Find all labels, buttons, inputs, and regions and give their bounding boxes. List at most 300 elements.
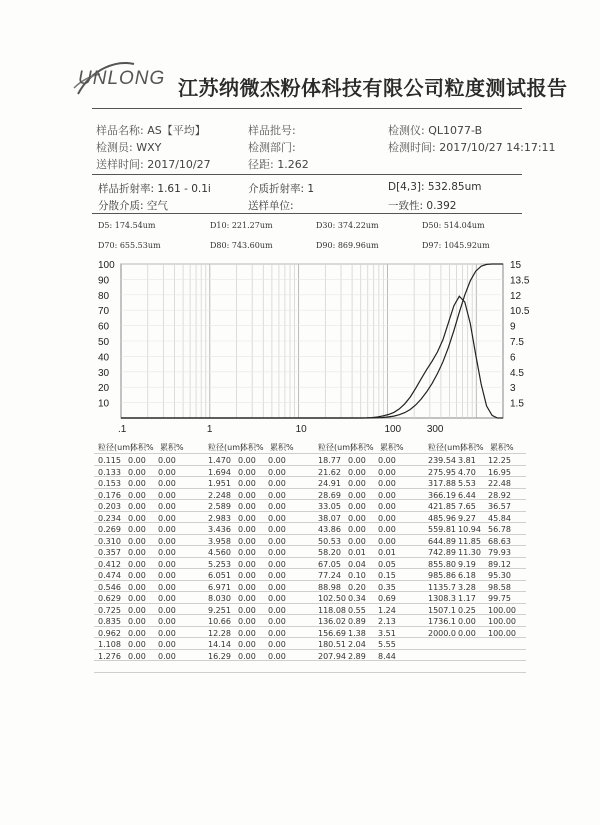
table-cell: 98.58 [488,582,511,592]
table-cell: 0.00 [378,536,396,546]
table-cell: 742.89 [428,548,456,557]
table-cell: 56.78 [488,525,511,534]
table-cell: 0.00 [158,605,176,615]
refractive-index-label: 样品折射率: [98,183,155,195]
y-right-tick-label: 7.5 [510,337,524,348]
d-number: 655.53um [119,241,161,250]
consistency-label: 一致性: [388,200,424,212]
table-row-divider [94,660,526,661]
instrument-label: 检测仪: [388,124,425,137]
medium-refractive-label: 介质折射率: [248,183,305,195]
table-cell: 0.00 [128,651,146,661]
table-cell: 0.00 [158,582,176,592]
d-label: D5: [98,221,113,230]
table-cell: 485.96 [428,513,456,523]
table-cell: 0.10 [348,571,366,580]
table-cell: 180.51 [318,640,346,649]
table-cell: 0.725 [98,605,121,615]
table-header-cumulative: 累积% [160,443,184,452]
y-right-tick-label: 9 [510,321,516,333]
table-header-volume: 体积% [240,443,264,452]
table-cell: 33.05 [318,502,341,511]
table-cell: 38.07 [318,513,341,523]
table-cell: 0.00 [128,617,146,626]
table-cell: 88.98 [318,582,341,592]
table-cell: 0.176 [98,490,121,500]
y-right-tick-label: 4.5 [510,367,524,379]
d-label: D70: [98,241,118,250]
table-row-divider [94,568,526,569]
table-cell: 207.94 [318,651,346,661]
table-row-divider [94,465,526,466]
table-cell: 79.93 [488,548,511,557]
table-cell: 0.00 [238,640,256,649]
table-row-divider [94,649,526,650]
table-cell: 9.251 [208,605,231,615]
table-cell: 0.00 [128,582,146,592]
table-cell: 24.91 [318,479,341,488]
table-row-divider [94,511,526,512]
d-number: 743.60um [231,241,273,250]
table-cell: 3.51 [378,628,396,638]
table-cell: 43.86 [318,525,341,534]
y-left-tick-label: 80 [98,290,110,302]
table-header-volume: 体积% [130,443,154,452]
table-cell: 68.63 [488,536,511,546]
d43-label: D[4,3]: [388,181,425,193]
y-right-tick-label: 1.5 [510,398,524,410]
y-left-tick-label: 10 [98,398,110,410]
table-cell: 0.00 [348,525,366,534]
x-tick-label: 1 [206,424,213,435]
table-cell: 366.19 [428,490,456,500]
table-cell: 0.234 [98,513,121,523]
table-cell: 0.00 [158,559,176,569]
table-row-divider [94,522,526,523]
table-header-size: 粒径(um) [98,443,134,452]
table-header-size: 粒径(um) [208,443,244,452]
table-cell: 0.00 [128,456,146,465]
table-cell: 0.00 [128,548,146,557]
table-cell: 100.00 [488,605,516,615]
table-cell: 0.00 [268,502,286,511]
batch-label: 样品批号: [248,124,296,137]
table-cell: 0.89 [348,617,366,626]
medium-refractive-value: 1 [307,183,315,195]
table-cell: 0.00 [348,467,366,477]
table-cell: 0.00 [158,617,176,626]
table-cell: 0.00 [378,490,396,500]
table-cell: 0.00 [238,525,256,534]
table-row-divider [94,672,526,673]
table-cell: 156.69 [318,628,346,638]
table-cell: 36.57 [488,502,511,511]
send-time-value: 2017/10/27 [147,158,211,171]
x-tick-label: 10 [295,424,307,435]
refractive-index-value: 1.61 - 0.1i [157,183,211,195]
table-cell: 8.030 [208,594,231,603]
send-time-label: 送样时间: [96,158,144,171]
table-cell: 1.24 [378,605,396,615]
inspector-value: WXY [136,141,162,154]
table-row-divider [94,591,526,592]
y-left-tick-label: 30 [98,367,110,379]
table-row-divider [94,580,526,581]
table-cell: 0.00 [268,525,286,534]
table-cell: 0.00 [238,605,256,615]
table-cell: 0.00 [268,513,286,523]
table-cell: 9.27 [458,513,476,523]
table-cell: 0.00 [348,490,366,500]
table-cell: 0.00 [238,571,256,580]
table-cell: 28.92 [488,490,511,500]
table-cell: 5.53 [458,479,476,488]
x-tick-label: 300 [426,424,444,435]
table-cell: 0.00 [128,479,146,488]
table-cell: 10.66 [208,617,231,626]
table-row-divider [94,557,526,558]
table-cell: 4.560 [208,548,231,557]
table-cell: 644.89 [428,536,456,546]
table-cell: 0.00 [378,456,396,465]
table-cell: 11.85 [458,536,481,546]
table-cell: 2.04 [348,640,366,649]
table-cell: 89.12 [488,559,511,569]
table-cell: 855.80 [428,559,456,569]
table-cell: 0.00 [268,628,286,638]
y-right-tick-label: 6 [510,352,516,364]
table-cell: 0.00 [268,640,286,649]
d-label: D80: [210,241,230,250]
table-cell: 1.108 [98,640,121,649]
table-cell: 0.00 [378,467,396,477]
d-label: D97: [422,241,442,250]
table-cell: 0.00 [238,502,256,511]
d-label: D90: [316,241,336,250]
table-cell: 2.89 [348,651,366,661]
table-cell: 0.00 [158,536,176,546]
table-cell: 317.88 [428,479,456,488]
table-cell: 0.00 [268,479,286,488]
frequency-curve [121,296,503,418]
table-cell: 0.00 [128,594,146,603]
y-right-tick-label: 10.5 [510,306,530,318]
table-cell: 0.00 [458,628,476,638]
table-cell: 45.84 [488,513,511,523]
table-cell: 0.35 [378,582,396,592]
table-cell: 0.25 [458,605,476,615]
logo-text: UNLONG [78,68,166,89]
table-cell: 0.00 [128,640,146,649]
d43-value: 532.85um [427,181,482,193]
table-cell: 0.00 [268,582,286,592]
test-time-label: 检测时间: [388,141,436,154]
consistency-value: 0.392 [426,200,457,212]
table-cell: 0.546 [98,582,121,592]
table-row-divider [94,614,526,615]
table-cell: 421.85 [428,502,456,511]
diameter-value: 1.262 [277,158,309,171]
table-cell: 2.589 [208,502,231,511]
test-time-value: 2017/10/27 14:17:11 [439,141,556,154]
y-left-tick-label: 70 [98,306,110,318]
sample-name-value: AS【平均】 [147,124,206,137]
table-cell: 0.00 [158,651,176,661]
table-cell: 0.01 [378,548,396,557]
table-row-divider [94,626,526,627]
table-cell: 77.24 [318,571,341,580]
table-cell: 0.05 [378,559,396,569]
instrument-value: QL1077-B [428,124,483,137]
y-right-tick-label: 12 [510,290,522,302]
table-cell: 1.38 [348,628,366,638]
table-cell: 12.28 [208,628,231,638]
table-cell: 0.00 [238,617,256,626]
table-cell: 1736.1 [428,617,456,626]
table-cell: 0.133 [98,467,121,477]
table-header-volume: 体积% [460,443,484,452]
table-header-cumulative: 累积% [380,443,404,452]
table-cell: 100.00 [488,617,516,626]
table-cell: 0.412 [98,559,121,569]
table-cell: 16.95 [488,467,511,477]
table-cell: 0.00 [158,525,176,534]
dispersant-label: 分散介质: [98,200,144,212]
table-cell: 0.310 [98,536,121,546]
table-header-cumulative: 累积% [270,443,294,452]
table-row-divider [94,499,526,500]
table-cell: 0.00 [128,605,146,615]
table-cell: 0.00 [348,479,366,488]
table-cell: 1.694 [208,467,231,477]
table-row-divider [94,603,526,604]
table-header-size: 粒径(um) [318,443,354,452]
dept-label: 检测部门: [248,141,296,154]
inspector-label: 检测员: [96,141,133,154]
table-cell: 136.02 [318,617,346,626]
table-cell: 0.55 [348,605,366,615]
table-cell: 0.00 [128,571,146,580]
table-cell: 0.00 [268,594,286,603]
table-cell: 6.051 [208,571,231,580]
table-cell: 0.00 [268,536,286,546]
table-cell: 0.00 [158,513,176,523]
d-number: 174.54um [114,221,156,230]
table-cell: 1308.3 [428,594,456,603]
table-cell: 0.629 [98,594,121,603]
y-left-tick-label: 40 [98,352,110,364]
table-cell: 0.00 [458,617,476,626]
table-cell: 95.30 [488,571,511,580]
table-cell: 0.00 [158,640,176,649]
table-cell: 0.00 [238,594,256,603]
table-cell: 0.00 [128,502,146,511]
table-cell: 0.00 [158,490,176,500]
table-cell: 0.00 [348,502,366,511]
table-cell: 16.29 [208,651,231,661]
table-cell: 0.20 [348,582,366,592]
table-cell: 0.357 [98,548,121,557]
table-cell: 0.835 [98,617,121,626]
y-right-tick-label: 15 [510,260,522,271]
table-cell: 0.203 [98,502,121,511]
table-cell: 0.00 [378,479,396,488]
d-label: D30: [316,221,336,230]
table-row-divider [94,637,526,638]
table-cell: 0.00 [128,536,146,546]
report-title: 江苏纳微杰粉体科技有限公司粒度测试报告 [178,76,568,100]
table-row-divider [94,453,526,454]
table-cell: 8.44 [378,651,396,661]
table-cell: 0.04 [348,559,366,569]
table-cell: 0.00 [128,525,146,534]
table-cell: 0.00 [128,467,146,477]
table-cell: 1135.7 [428,582,456,592]
table-cell: 3.81 [458,456,476,465]
table-header-volume: 体积% [350,443,374,452]
table-cell: 1.17 [458,594,476,603]
table-cell: 0.00 [348,456,366,465]
y-left-tick-label: 100 [98,260,115,271]
table-cell: 0.00 [238,628,256,638]
table-cell: 0.962 [98,628,121,638]
y-right-tick-label: 3 [510,383,516,395]
table-header-size: 粒径(um) [428,443,464,452]
d-number: 1045.92um [443,241,490,250]
table-cell: 22.48 [488,479,511,488]
d-label: D50: [422,221,442,230]
y-right-tick-label: 13.5 [510,275,530,287]
table-row-divider [94,534,526,535]
table-cell: 0.00 [268,548,286,557]
table-cell: 67.05 [318,559,341,569]
table-cell: 0.115 [98,456,121,465]
dispersant-value: 空气 [146,200,168,212]
table-header-cumulative: 累积% [490,443,514,452]
table-cell: 0.00 [158,479,176,488]
y-left-tick-label: 90 [98,275,110,287]
table-cell: 0.00 [268,605,286,615]
table-cell: 4.70 [458,467,476,477]
table-cell: 0.00 [238,651,256,661]
table-cell: 0.474 [98,571,121,580]
table-cell: 559.81 [428,525,456,534]
table-cell: 0.00 [238,479,256,488]
table-cell: 0.00 [348,536,366,546]
table-cell: 0.00 [158,594,176,603]
table-cell: 0.00 [158,467,176,477]
table-cell: 0.00 [238,490,256,500]
table-cell: 0.34 [348,594,366,603]
table-cell: 21.62 [318,467,341,477]
table-cell: 0.00 [268,651,286,661]
table-cell: 50.53 [318,536,341,546]
table-cell: 0.00 [268,456,286,465]
table-cell: 5.55 [378,640,396,649]
table-cell: 985.86 [428,571,456,580]
table-cell: 18.77 [318,456,341,465]
table-cell: 1.470 [208,456,231,465]
table-cell: 0.00 [128,490,146,500]
table-cell: 118.08 [318,605,346,615]
table-cell: 0.69 [378,594,396,603]
table-cell: 1.276 [98,651,121,661]
table-cell: 7.65 [458,502,476,511]
table-row-divider [94,545,526,546]
table-cell: 0.00 [158,571,176,580]
table-cell: 0.00 [268,559,286,569]
table-cell: 9.19 [458,559,476,569]
table-cell: 0.00 [158,548,176,557]
table-cell: 0.00 [268,571,286,580]
diameter-label: 径距: [248,158,274,171]
table-cell: 0.00 [378,525,396,534]
table-cell: 1507.1 [428,605,456,615]
table-cell: 0.15 [378,571,396,580]
y-left-tick-label: 50 [98,337,110,348]
table-cell: 14.14 [208,640,231,649]
table-cell: 0.01 [348,548,366,557]
table-cell: 0.00 [158,628,176,638]
table-cell: 11.30 [458,548,481,557]
table-cell: 0.00 [268,467,286,477]
table-cell: 0.00 [238,582,256,592]
y-left-tick-label: 20 [98,383,110,395]
table-row-divider [94,488,526,489]
table-cell: 2000.0 [428,628,456,638]
table-cell: 0.00 [238,559,256,569]
table-cell: 5.253 [208,559,231,569]
table-cell: 2.13 [378,617,396,626]
x-tick-label: 100 [384,424,402,435]
table-row-divider [94,476,526,477]
table-cell: 6.971 [208,582,231,592]
table-cell: 2.248 [208,490,231,500]
table-cell: 0.00 [238,456,256,465]
table-cell: 0.00 [238,536,256,546]
table-cell: 3.28 [458,582,476,592]
y-left-tick-label: 60 [98,321,110,333]
table-cell: 1.951 [208,479,231,488]
table-cell: 0.00 [158,502,176,511]
table-cell: 6.44 [458,490,476,500]
table-cell: 28.69 [318,490,341,500]
table-cell: 0.269 [98,525,121,534]
table-cell: 100.00 [488,628,516,638]
send-unit-label: 送样单位: [248,200,294,212]
table-cell: 3.958 [208,536,231,546]
size-table [0,436,600,666]
table-cell: 0.00 [128,628,146,638]
table-cell: 3.436 [208,525,231,534]
table-cell: 10.94 [458,525,481,534]
table-cell: 275.95 [428,467,456,477]
table-cell: 6.18 [458,571,476,580]
table-cell: 239.54 [428,456,456,465]
table-cell: 0.00 [128,559,146,569]
d-number: 221.27um [231,221,273,230]
sample-name-label: 样品名称: [96,124,144,137]
d-number: 869.96um [337,241,379,250]
table-cell: 0.00 [238,513,256,523]
table-cell: 0.00 [268,490,286,500]
table-cell: 99.75 [488,594,511,603]
table-cell: 58.20 [318,548,341,557]
x-tick-label: .1 [118,424,127,435]
table-cell: 0.00 [238,548,256,557]
table-cell: 0.00 [378,502,396,511]
table-cell: 0.00 [268,617,286,626]
